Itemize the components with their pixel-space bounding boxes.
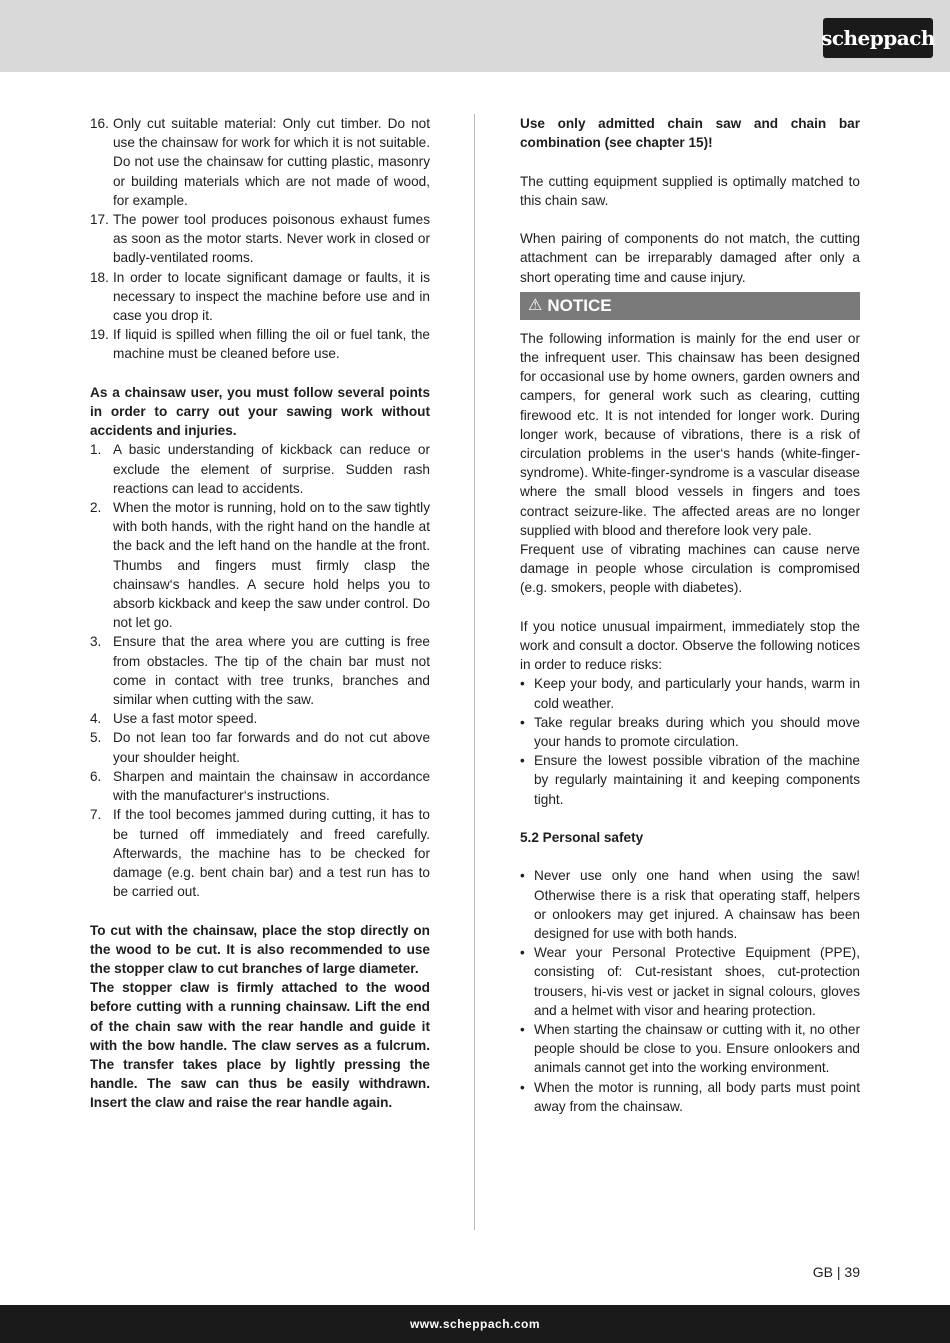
stopper-claw-instructions: The stopper claw is firmly attached to the wood before cutting with a running chainsaw. Lift the end of the chain saw with the rear handle and guide it with the bow handle. The claw serves as a fulcrum. The transfer takes place by lightly pressing the handle. The saw can thus be easily withdrawn. Insert the claw and raise the rear handle again. [90, 980, 430, 1111]
list-item [90, 325, 430, 363]
list-number: 4. [90, 711, 102, 727]
list-item [520, 751, 860, 809]
chainsaw-user-intro: As a chainsaw user, you must follow several points in order to carry out your sawing work without accidents and injuries. [90, 384, 430, 439]
list-number: 1. [90, 442, 102, 458]
safety-list-continued [90, 114, 430, 364]
list-text: When the motor is running, all body parts must point away from the chainsaw. [534, 1079, 860, 1114]
page-footer [0, 1305, 950, 1343]
list-item [90, 498, 430, 632]
list-item [90, 268, 430, 326]
list-item [90, 728, 430, 766]
list-text: If the tool becomes jammed during cutting, it has to be turned off immediately and freed carefully. Afterwards, the machine has to be checked for damage (e.g. bent chain bar) and a test run has to be carried out. [113, 807, 430, 900]
list-text: Ensure that the area where you are cutting is free from obstacles. The tip of the chain bar must not come in contact with tree trunks, branches and similar when cutting with the saw. [113, 634, 430, 708]
list-text: Use a fast motor speed. [113, 711, 258, 727]
matched-equipment-text: The cutting equipment supplied is optimally matched to this chain saw. [520, 173, 860, 208]
list-item [520, 1020, 860, 1078]
list-text: Only cut suitable material: Only cut timber. Do not use the chainsaw for work for which it is not suitable. Do not use the chainsaw for cutting plastic, masonry or building materials which are not made of wood, for example. [113, 116, 430, 208]
vibration-warning-text: Frequent use of vibrating machines can cause nerve damage in people whose circulation is compromised (e.g. smokers, people with diabetes). [520, 542, 860, 596]
list-number: 18. [90, 269, 109, 285]
bullet-icon: • [520, 1022, 525, 1038]
bullet-icon: • [520, 868, 525, 884]
list-item [90, 709, 430, 728]
brand-logo [823, 18, 933, 58]
list-item [520, 674, 860, 712]
list-text: Take regular breaks during which you should move your hands to promote circulation. [534, 714, 860, 750]
bullet-icon: • [520, 753, 525, 769]
list-number: 19. [90, 327, 109, 343]
bullet-icon: • [520, 714, 525, 730]
component-pairing-text: When pairing of components do not match, the cutting attachment can be irreparably damaged after only a short operating time and cause injury. [520, 231, 860, 285]
page-number: GB | 39 [812, 1264, 860, 1280]
list-item [90, 767, 430, 805]
left-column [90, 114, 430, 1113]
sawing-points-list [90, 440, 430, 901]
list-text: Wear your Personal Protective Equipment (PPE), consisting of: Cut-resistant shoes, cut-protection trousers, hi-vis vest or jacket in signal colours, gloves and a helmet with visor and hearing protection. [534, 945, 860, 1018]
section-heading: 5.2 Personal safety [520, 830, 644, 846]
warning-triangle-icon: ⚠ [528, 297, 543, 315]
list-item [90, 632, 430, 709]
right-column [520, 114, 860, 1116]
notice-label: NOTICE [547, 296, 612, 316]
impairment-text: If you notice unusual impairment, immediately stop the work and consult a doctor. Observe the following notices in order to reduce risks: [520, 618, 860, 673]
list-text: In order to locate significant damage or faults, it is necessary to inspect the machine before use and in case you drop it. [113, 269, 430, 324]
bullet-icon: • [520, 945, 525, 961]
admitted-combination-warning: Use only admitted chain saw and chain bar combination (see chapter 15)! [520, 116, 860, 151]
column-divider [474, 114, 475, 1230]
list-number: 2. [90, 500, 102, 516]
list-item [520, 1078, 860, 1116]
brand-logo-text: scheppach [821, 26, 935, 50]
list-item [90, 114, 430, 210]
list-text: When starting the chainsaw or cutting with it, no other people should be close to you. Ensure onlookers and animals cannot get into the working environment. [534, 1022, 860, 1076]
list-item [90, 440, 430, 498]
end-user-info-text: The following information is mainly for the end user or the infrequent user. This chainsaw has been designed for occasional use by home owners, garden owners and campers, for general work such as clearing, cutting firewood etc. It is not intended for longer work. During longer work, because of vibrations, there is a risk of circulation problems in the user‘s hands (white-finger-syndrome). White-finger-syndrome is a vascular disease where the small blood vessels in fingers and toes contract seizure-like. The affected areas are no longer supplied with blood and therefore look very pale. [520, 330, 860, 538]
list-text: Do not lean too far forwards and do not cut above your shoulder height. [113, 730, 430, 765]
list-number: 3. [90, 634, 102, 650]
personal-safety-list [520, 866, 860, 1116]
stopper-claw-intro: To cut with the chainsaw, place the stop directly on the wood to be cut. It is also recommended to use the stopper claw to cut branches of large diameter. [90, 922, 430, 976]
list-text: Ensure the lowest possible vibration of the machine by regularly maintaining it and keeping components tight. [534, 753, 860, 807]
website-link[interactable]: www.scheppach.com [409, 1317, 541, 1331]
list-number: 5. [90, 730, 102, 746]
list-text: The power tool produces poisonous exhaust fumes as soon as the motor starts. Never work in closed or badly-ventilated rooms. [113, 212, 430, 266]
list-text: When the motor is running, hold on to the saw tightly with both hands, with the right hand on the handle at the back and the left hand on the handle at the front. Thumbs and fingers must firmly clasp the chainsaw‘s handles. A secure hold helps you to absorb kickback and keep the saw under control. Do not let go. [113, 500, 430, 631]
list-item [520, 866, 860, 943]
page-header [0, 0, 950, 72]
bullet-icon: • [520, 676, 525, 692]
bullet-icon: • [520, 1079, 525, 1095]
list-number: 16. [90, 116, 109, 131]
list-item [90, 805, 430, 901]
list-number: 6. [90, 768, 102, 784]
list-number: 17. [90, 212, 109, 228]
risk-reduction-list [520, 674, 860, 808]
notice-banner [520, 292, 860, 320]
list-item [520, 943, 860, 1020]
list-item [520, 713, 860, 751]
list-text: Sharpen and maintain the chainsaw in accordance with the manufacturer‘s instructions. [113, 768, 430, 804]
list-text: Never use only one hand when using the saw! Otherwise there is a risk that operating staff, helpers or onlookers may get injured. A chainsaw has been designed for use with both hands. [534, 868, 860, 942]
list-text: If liquid is spilled when filling the oil or fuel tank, the machine must be cleaned before use. [113, 327, 430, 362]
list-number: 7. [90, 807, 102, 823]
list-text: Keep your body, and particularly your hands, warm in cold weather. [534, 676, 860, 711]
list-item [90, 210, 430, 268]
list-text: A basic understanding of kickback can reduce or exclude the element of surprise. Sudden rash reactions can lead to accidents. [113, 442, 430, 496]
